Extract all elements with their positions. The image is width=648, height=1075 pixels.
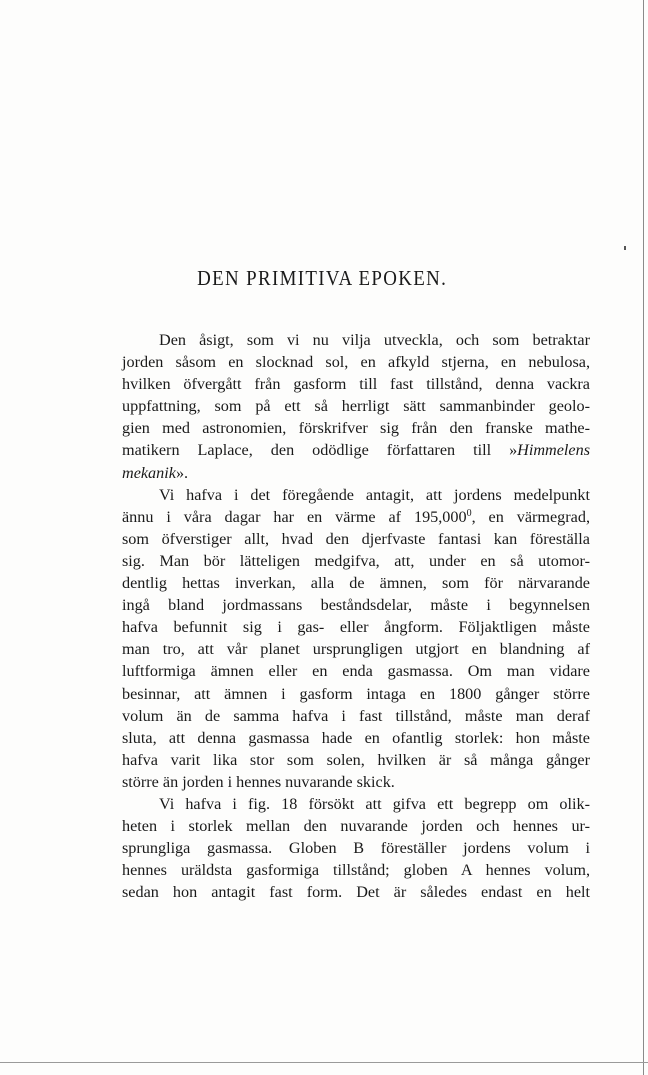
- text-line: hennes uräldsta gasformiga tillstånd; globen A hennes volum,: [122, 861, 590, 880]
- chapter-heading: DEN PRIMITIVA EPOKEN.: [197, 266, 448, 290]
- italic-title: mekanik: [122, 463, 176, 482]
- text-segment: matikern Laplace, den odödlige författaren till »: [122, 441, 518, 460]
- text-line: Den åsigt, som vi nu vilja utveckla, och som betraktar: [159, 331, 590, 349]
- text-segment: , en värmegrad,: [471, 507, 590, 526]
- page-bottom-edge: [0, 1062, 648, 1063]
- text-line: luftformiga ämnen eller en enda gasmassa. Om man vidare: [122, 662, 590, 681]
- text-line: ingå bland jordmassans beståndsdelar, måste i begynnelsen: [122, 596, 590, 615]
- text-line: dentlig hettas inverkan, alla de ämnen, som för närvarande: [122, 574, 590, 593]
- degree-mark: 0: [466, 507, 472, 519]
- text-line: volum än de samma hafva i fast tillstånd, måste man deraf: [122, 706, 590, 725]
- text-line: Vi hafva i det föregående antagit, att jordens medelpunkt: [159, 485, 590, 504]
- text-line: besinnar, att ämnen i gasform intaga en 1800 gånger större: [122, 684, 590, 703]
- text-line: sedan hon antagit fast form. Det är således endast en helt: [122, 883, 590, 902]
- text-line: sprungliga gasmassa. Globen B föreställer jordens volum i: [122, 839, 590, 858]
- page-right-edge: [643, 0, 644, 1075]
- italic-title: Himmelens: [517, 441, 590, 460]
- text-line: man tro, att vår planet ursprungligen utgjort en blandning af: [122, 640, 590, 659]
- text-line: jorden såsom en slocknad sol, en afkyld stjerna, en nebulosa,: [122, 353, 590, 372]
- text-line: som öfverstiger allt, hvad den djerfvaste fantasi kan föreställa: [122, 529, 590, 548]
- text-line-mixed: [122, 462, 590, 484]
- text-line: sluta, att denna gasmassa hade en ofantlig storlek: hon måste: [122, 728, 590, 747]
- text-line-mixed: [122, 506, 590, 528]
- text-line: större än jorden i hennes nuvarande skick.: [122, 772, 395, 791]
- print-speck: [624, 246, 626, 250]
- body-text: [122, 329, 590, 903]
- text-segment: ännu i våra dagar har en värme af 195,000: [122, 507, 467, 526]
- text-line: hafva varit lika stor som solen, hvilken är så många gånger: [122, 750, 590, 769]
- text-line: sig. Man bör lätteligen medgifva, att, under en så utomor-: [122, 551, 590, 570]
- text-line: hafva befunnit sig i gas- eller ångform. Följaktligen måste: [122, 618, 590, 637]
- text-line: heten i storlek mellan den nuvarande jorden och hennes ur-: [122, 817, 590, 836]
- text-line: Vi hafva i fig. 18 försökt att gifva ett begrepp om olik-: [159, 794, 590, 813]
- text-line: gien med astronomien, förskrifver sig från den franske mathe-: [122, 419, 590, 438]
- text-line-mixed: [122, 439, 590, 461]
- text-line: hvilken öfvergått från gasform till fast tillstånd, denna vackra: [122, 375, 590, 394]
- text-segment: ».: [175, 463, 189, 482]
- text-line: uppfattning, som på ett så herrligt sätt sammanbinder geolo-: [122, 397, 590, 416]
